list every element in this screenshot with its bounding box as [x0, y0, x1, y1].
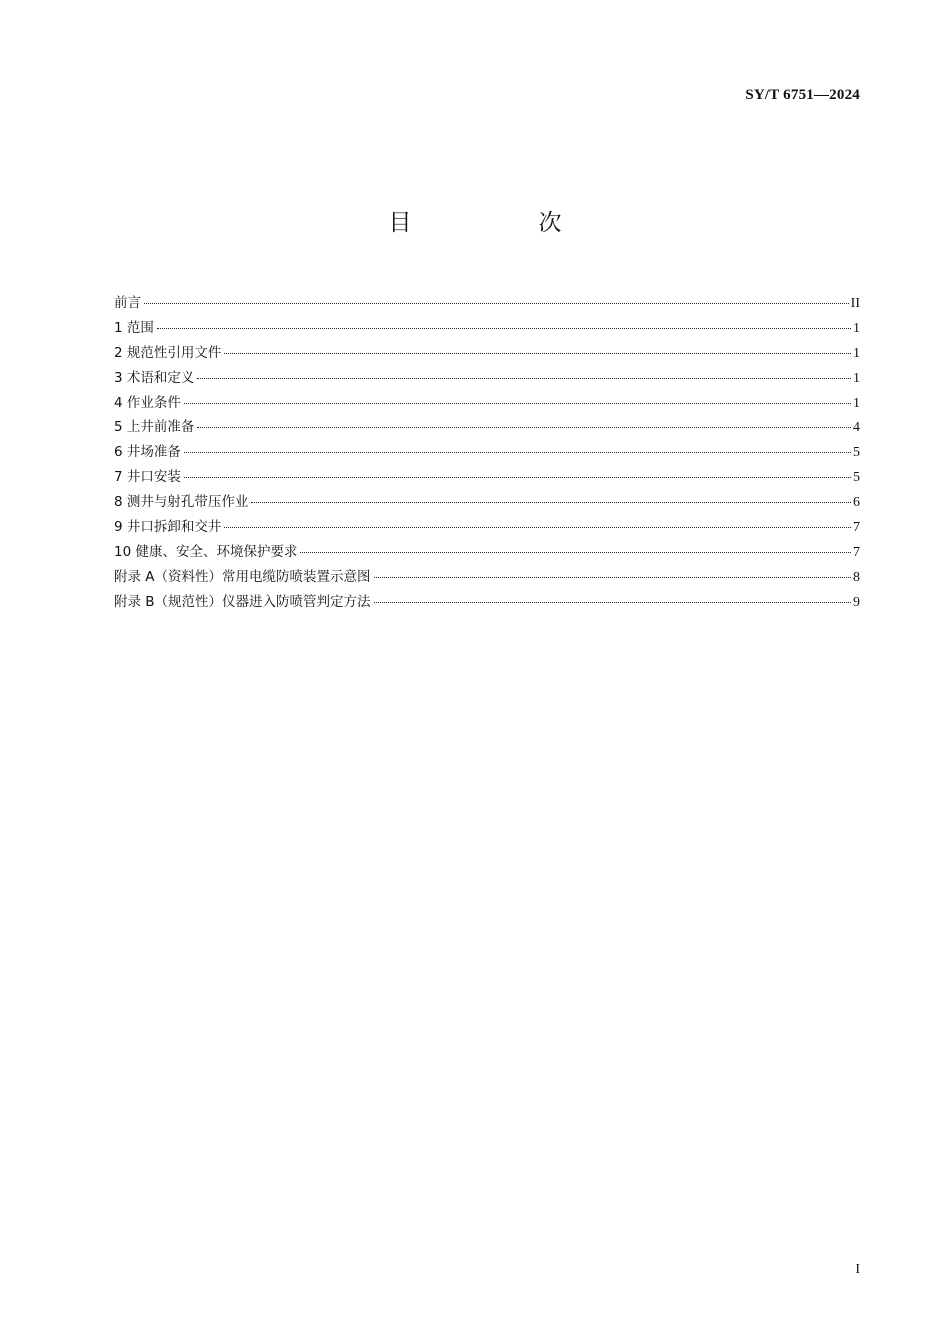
toc-entry-label: 3 术语和定义	[114, 369, 195, 386]
toc-entry-page: 5	[853, 470, 860, 486]
toc-entry-label: 7 井口安装	[114, 469, 181, 486]
dot-leader	[300, 552, 851, 553]
dot-leader	[157, 328, 851, 329]
toc-entry-page: II	[850, 296, 860, 311]
toc-entry-page: 1	[853, 320, 860, 336]
dot-leader	[184, 403, 851, 404]
dot-leader	[224, 353, 851, 354]
toc-entry-label: 附录 B（规范性）仪器进入防喷管判定方法	[114, 593, 371, 610]
toc-entry-page: 1	[853, 370, 860, 386]
toc-entry-label: 8 测井与射孔带压作业	[114, 494, 249, 511]
toc-entry-page: 8	[853, 569, 860, 585]
page-number: I	[855, 1262, 860, 1277]
toc-entry-label: 10 健康、安全、环境保护要求	[114, 543, 298, 560]
toc-entry-wellsite-preparation[interactable]	[114, 441, 860, 466]
dot-leader	[224, 527, 851, 528]
dot-leader	[374, 577, 851, 578]
toc-entry-label: 5 上井前准备	[114, 419, 195, 436]
dot-leader	[374, 602, 851, 603]
toc-entry-wellhead-removal[interactable]	[114, 516, 860, 541]
toc-entry-page: 4	[853, 420, 860, 436]
page-title: 目 次	[388, 210, 614, 236]
toc-entry-page: 1	[853, 345, 860, 361]
toc-entry-pressure-operations[interactable]	[114, 491, 860, 516]
toc-entry-page: 5	[853, 445, 860, 461]
toc-entry-page: 7	[853, 520, 860, 536]
toc-entry-scope[interactable]	[114, 317, 860, 342]
dot-leader	[251, 502, 851, 503]
toc-entry-label: 1 范围	[114, 319, 154, 336]
toc-entry-appendix-b[interactable]	[114, 591, 860, 616]
table-of-contents	[114, 292, 860, 616]
standard-code: SY/T 6751—2024	[745, 87, 860, 103]
toc-entry-page: 1	[853, 395, 860, 411]
toc-entry-label: 附录 A（资料性）常用电缆防喷装置示意图	[114, 568, 371, 585]
dot-leader	[197, 378, 851, 379]
dot-leader	[197, 427, 851, 428]
dot-leader	[184, 477, 851, 478]
toc-entry-label: 前言	[114, 295, 141, 311]
toc-entry-terms-definitions[interactable]	[114, 367, 860, 392]
toc-entry-hse-requirements[interactable]	[114, 541, 860, 566]
toc-entry-appendix-a[interactable]	[114, 566, 860, 591]
toc-entry-label: 4 作业条件	[114, 394, 181, 411]
toc-entry-page: 7	[853, 544, 860, 560]
toc-entry-label: 2 规范性引用文件	[114, 344, 222, 361]
toc-entry-pre-well-preparation[interactable]	[114, 416, 860, 441]
dot-leader	[144, 303, 849, 304]
toc-entry-normative-references[interactable]	[114, 342, 860, 367]
toc-entry-page: 9	[853, 594, 860, 610]
dot-leader	[184, 452, 851, 453]
toc-entry-label: 9 井口拆卸和交井	[114, 519, 222, 536]
toc-entry-operating-conditions[interactable]	[114, 392, 860, 417]
toc-entry-page: 6	[853, 495, 860, 511]
toc-entry-wellhead-installation[interactable]	[114, 466, 860, 491]
toc-entry-label: 6 井场准备	[114, 444, 181, 461]
toc-entry-foreword[interactable]	[114, 292, 860, 317]
